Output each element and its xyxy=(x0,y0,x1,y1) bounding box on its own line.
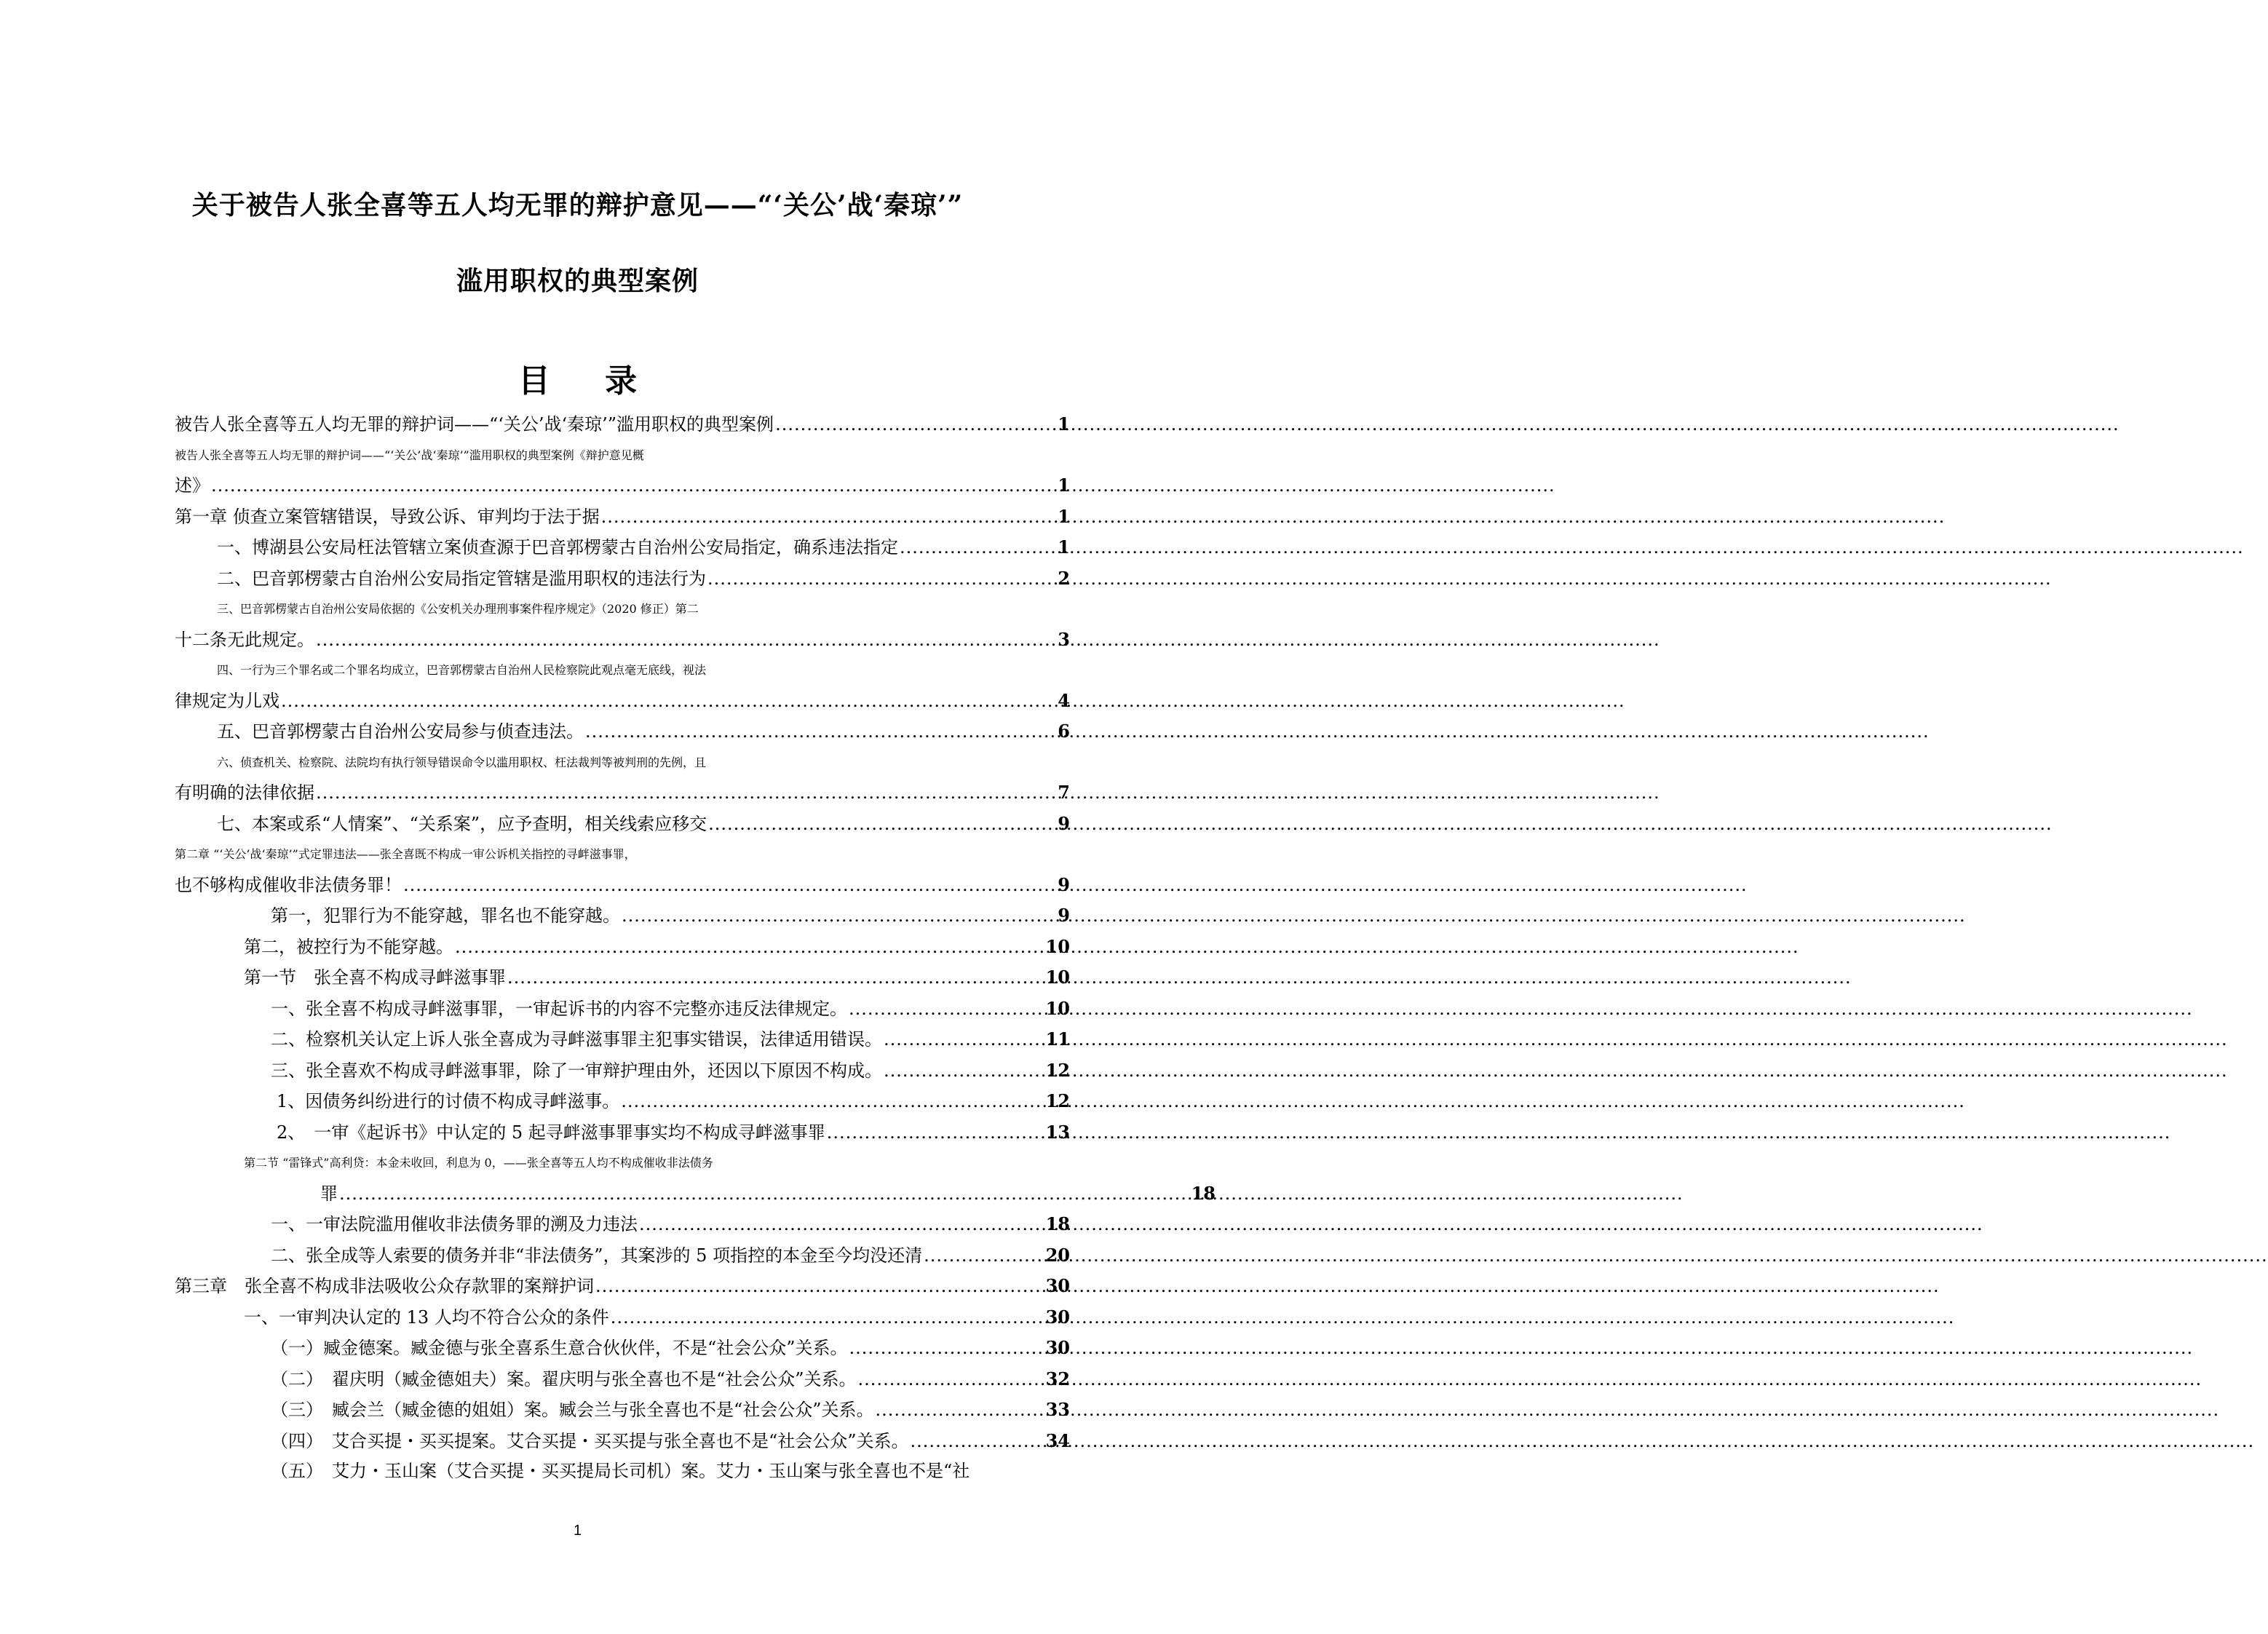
toc-leader-dots xyxy=(876,1395,1044,1426)
toc-entry[interactable] xyxy=(175,932,1070,963)
toc-entry-text: 二、张全成等人索要的债务并非“非法债务”，其案涉的 5 项指控的本金至今均没还清 xyxy=(271,1245,923,1266)
toc-leader-dots xyxy=(316,625,1056,656)
toc-page-number: 20 xyxy=(1045,1244,1070,1266)
toc-entry[interactable] xyxy=(175,563,1070,595)
toc-leader-dots xyxy=(775,410,1056,440)
toc-page-number: 1 xyxy=(1058,505,1070,527)
toc-page-number: 1 xyxy=(1058,536,1070,558)
toc-entry-text: 被告人张全喜等五人均无罪的辩护词——“‘关公’战‘秦琼’”滥用职权的典型案例《辩护意见概 xyxy=(175,448,644,462)
toc-entry[interactable] xyxy=(175,747,1070,809)
toc-entry-text: 四、一行为三个罪名或二个罪名均成立，巴音郭楞蒙古自治州人民检察院此观点毫无底线，视法 xyxy=(217,663,707,677)
toc-entry-text: 七、本案或系“人情案”、“关系案”，应予查明，相关线索应移交 xyxy=(217,813,707,834)
toc-entry-text: 2、 一审《起诉书》中认定的 5 起寻衅滋事罪事实均不构成寻衅滋事罪 xyxy=(277,1122,825,1143)
toc-page-number: 7 xyxy=(1058,782,1070,803)
toc-leader-dots xyxy=(611,1303,1044,1333)
toc-entry-text: 二、检察机关认定上诉人张全喜成为寻衅滋事罪主犯事实错误，法律适用错误。 xyxy=(271,1029,882,1050)
toc-page-number: 13 xyxy=(1045,1121,1070,1143)
toc-leader-dots xyxy=(455,932,1044,963)
toc-entry-text-cont: 述》 xyxy=(175,475,210,496)
toc-page-number: 1 xyxy=(1058,475,1070,496)
toc-entry-text: 被告人张全喜等五人均无罪的辩护词——“‘关公’战‘秦琼’”滥用职权的典型案例 xyxy=(175,414,774,435)
toc-entry-text: （四） 艾合买提・买买提案。艾合买提・买买提与张全喜也不是“社会公众”关系。 xyxy=(271,1430,909,1451)
toc-entry-text-cont: 律规定为儿戏 xyxy=(175,690,279,711)
toc-entry-text: 第二章 “‘关公’战‘秦琼’”式定罪违法——张全喜既不构成一审公诉机关指控的寻衅滋事罪， xyxy=(175,847,636,861)
toc-entry-text: 六、侦查机关、检察院、法院均有执行领导错误命令以滥用职权、枉法裁判等被判刑的先例，且 xyxy=(217,755,707,769)
toc-entry-text: 第三章 张全喜不构成非法吸收公众存款罪的案辩护词 xyxy=(175,1276,594,1296)
toc-leader-dots xyxy=(884,1025,1044,1055)
toc-leader-dots xyxy=(708,809,1056,840)
toc-page-number: 12 xyxy=(1045,1090,1070,1111)
toc-leader-dots xyxy=(595,1272,1044,1302)
toc-entry-text: （一）臧金德案。臧金德与张全喜系生意合伙伙伴，不是“社会公众”关系。 xyxy=(271,1338,848,1358)
toc-entry[interactable] xyxy=(175,994,1070,1025)
toc-entry-text: 二、巴音郭楞蒙古自治州公安局指定管辖是滥用职权的违法行为 xyxy=(217,568,706,589)
toc-entry[interactable] xyxy=(175,1271,1070,1302)
toc-entry[interactable] xyxy=(175,1302,1070,1333)
toc-entry[interactable] xyxy=(175,1426,1070,1457)
toc-page-number: 18 xyxy=(1191,1182,1216,1204)
toc-entry-text: 三、张全喜欢不构成寻衅滋事罪，除了一审辩护理由外，还因以下原因不构成。 xyxy=(271,1060,882,1081)
toc-entry[interactable] xyxy=(175,655,1070,716)
toc-entry[interactable] xyxy=(175,1364,1070,1395)
toc-entry-text: 一、一审法院滥用催收非法债务罪的溯及力违法 xyxy=(271,1214,638,1234)
toc-page-number: 6 xyxy=(1058,721,1070,742)
toc-entry-text: 一、博湖县公安局枉法管辖立案侦查源于巴音郭楞蒙古自治州公安局指定，确系违法指定 xyxy=(217,537,898,558)
toc-entry-text: （二） 翟庆明（臧金德姐夫）案。翟庆明与张全喜也不是“社会公众”关系。 xyxy=(271,1368,857,1389)
document-title-line1: 关于被告人张全喜等五人均无罪的辩护意见——“‘关公’战‘秦琼’” xyxy=(191,190,964,221)
toc-entry-text-cont: 也不够构成催收非法债务罪！ xyxy=(175,874,402,895)
toc-page-number: 4 xyxy=(1058,689,1070,711)
toc-leader-dots xyxy=(707,564,1056,595)
toc-page-number: 33 xyxy=(1045,1399,1070,1420)
toc-leader-dots xyxy=(924,1241,1044,1272)
toc-entry-text: 三、巴音郭楞蒙古自治州公安局依据的《公安机关办理刑事案件程序规定》（2020 修正）第二 xyxy=(217,602,699,616)
toc-leader-dots xyxy=(621,1087,1044,1117)
toc-entry[interactable] xyxy=(175,1240,1070,1272)
toc-entry-text: 第二，被控行为不能穿越。 xyxy=(244,936,453,957)
toc-page-number: 30 xyxy=(1045,1337,1070,1358)
toc-entry-text: 第一章 侦查立案管辖错误，导致公诉、审判均于法于据 xyxy=(175,506,600,527)
toc-entry[interactable] xyxy=(175,1209,1070,1240)
toc-leader-dots xyxy=(858,1365,1044,1395)
toc-leader-dots xyxy=(849,994,1044,1025)
toc-entry[interactable] xyxy=(175,1117,1070,1149)
toc-entry[interactable] xyxy=(175,440,1070,501)
toc-entry-text: 第一节 张全喜不构成寻衅滋事罪 xyxy=(244,967,506,988)
toc-entry[interactable] xyxy=(175,409,1070,440)
toc-leader-dots xyxy=(211,471,1056,501)
toc-entry[interactable] xyxy=(175,962,1070,994)
toc-page-number: 32 xyxy=(1045,1368,1070,1389)
toc-entry-text-cont: 有明确的法律依据 xyxy=(175,782,314,803)
toc-leader-dots xyxy=(601,502,1057,533)
toc-entry-text-cont: 十二条无此规定。 xyxy=(175,629,314,650)
toc-leader-dots xyxy=(639,1210,1044,1240)
toc-leader-dots xyxy=(403,870,1056,901)
toc-leader-dots xyxy=(507,963,1044,994)
toc-entry-text: 第一，犯罪行为不能穿越，罪名也不能穿越。 xyxy=(271,905,620,926)
toc-leader-dots xyxy=(900,533,1056,563)
toc-entry[interactable] xyxy=(175,1456,1070,1487)
toc-entry[interactable] xyxy=(175,839,1070,900)
toc-entry[interactable] xyxy=(175,900,1070,932)
page-number: 1 xyxy=(573,1523,582,1539)
toc-leader-dots xyxy=(281,686,1056,717)
toc-page-number: 12 xyxy=(1045,1059,1070,1081)
toc-entry-text: 五、巴音郭楞蒙古自治州公安局参与侦查违法。 xyxy=(217,721,584,742)
toc-page-number: 3 xyxy=(1058,628,1070,650)
table-of-contents xyxy=(175,409,1216,1487)
toc-page-number: 1 xyxy=(1058,413,1070,435)
toc-leader-dots xyxy=(585,717,1056,747)
toc-entry[interactable] xyxy=(175,532,1070,563)
toc-entry[interactable] xyxy=(175,1086,1070,1117)
toc-page-number: 18 xyxy=(1045,1213,1070,1234)
toc-page-number: 2 xyxy=(1058,567,1070,589)
toc-entry[interactable] xyxy=(175,809,1070,840)
toc-page-number: 10 xyxy=(1045,935,1070,957)
toc-entry-text: 第二节 “雷锋式”高利贷：本金未收回，利息为 0，——张全喜等五人均不构成催收非法债务 xyxy=(244,1156,713,1170)
toc-entry-text: （三） 臧会兰（臧金德的姐姐）案。臧会兰与张全喜也不是“社会公众”关系。 xyxy=(271,1400,874,1420)
toc-entry[interactable] xyxy=(175,716,1070,747)
toc-page-number: 30 xyxy=(1045,1275,1070,1296)
toc-entry[interactable] xyxy=(175,1333,1070,1364)
toc-page-number: 34 xyxy=(1045,1429,1070,1451)
toc-page-number: 9 xyxy=(1058,905,1070,926)
toc-leader-dots xyxy=(316,778,1056,809)
toc-leader-dots xyxy=(911,1427,1044,1457)
toc-leader-dots xyxy=(622,901,1056,932)
toc-heading: 目 录 xyxy=(518,362,659,400)
toc-entry[interactable] xyxy=(175,1055,1070,1087)
toc-entry[interactable] xyxy=(175,1024,1070,1055)
toc-entry-text-cont: 罪 xyxy=(320,1183,338,1204)
toc-page-number: 9 xyxy=(1058,873,1070,895)
toc-leader-dots xyxy=(849,1333,1044,1364)
toc-page-number: 9 xyxy=(1058,812,1070,834)
toc-leader-dots xyxy=(884,1056,1044,1087)
toc-leader-dots xyxy=(339,1179,1190,1210)
document-title-line2: 滥用职权的典型案例 xyxy=(456,266,699,296)
toc-page-number: 11 xyxy=(1045,1028,1070,1050)
toc-entry-text: （五） 艾力・玉山案（艾合买提・买买提局长司机）案。艾力・玉山案与张全喜也不是“社 xyxy=(271,1461,970,1481)
toc-entry-text: 1、因债务纠纷进行的讨债不构成寻衅滋事。 xyxy=(277,1091,620,1111)
toc-page-number: 10 xyxy=(1045,967,1070,988)
toc-page-number: 10 xyxy=(1045,997,1070,1019)
toc-entry-text: 一、张全喜不构成寻衅滋事罪，一审起诉书的内容不完整亦违反法律规定。 xyxy=(271,998,847,1019)
toc-entry[interactable] xyxy=(175,501,1070,533)
toc-entry[interactable] xyxy=(175,1148,1216,1209)
toc-entry[interactable] xyxy=(175,1395,1070,1426)
toc-page-number: 30 xyxy=(1045,1306,1070,1328)
toc-leader-dots xyxy=(827,1118,1044,1149)
toc-entry[interactable] xyxy=(175,594,1070,655)
toc-entry-text: 一、一审判决认定的 13 人均不符合公众的条件 xyxy=(244,1306,609,1328)
